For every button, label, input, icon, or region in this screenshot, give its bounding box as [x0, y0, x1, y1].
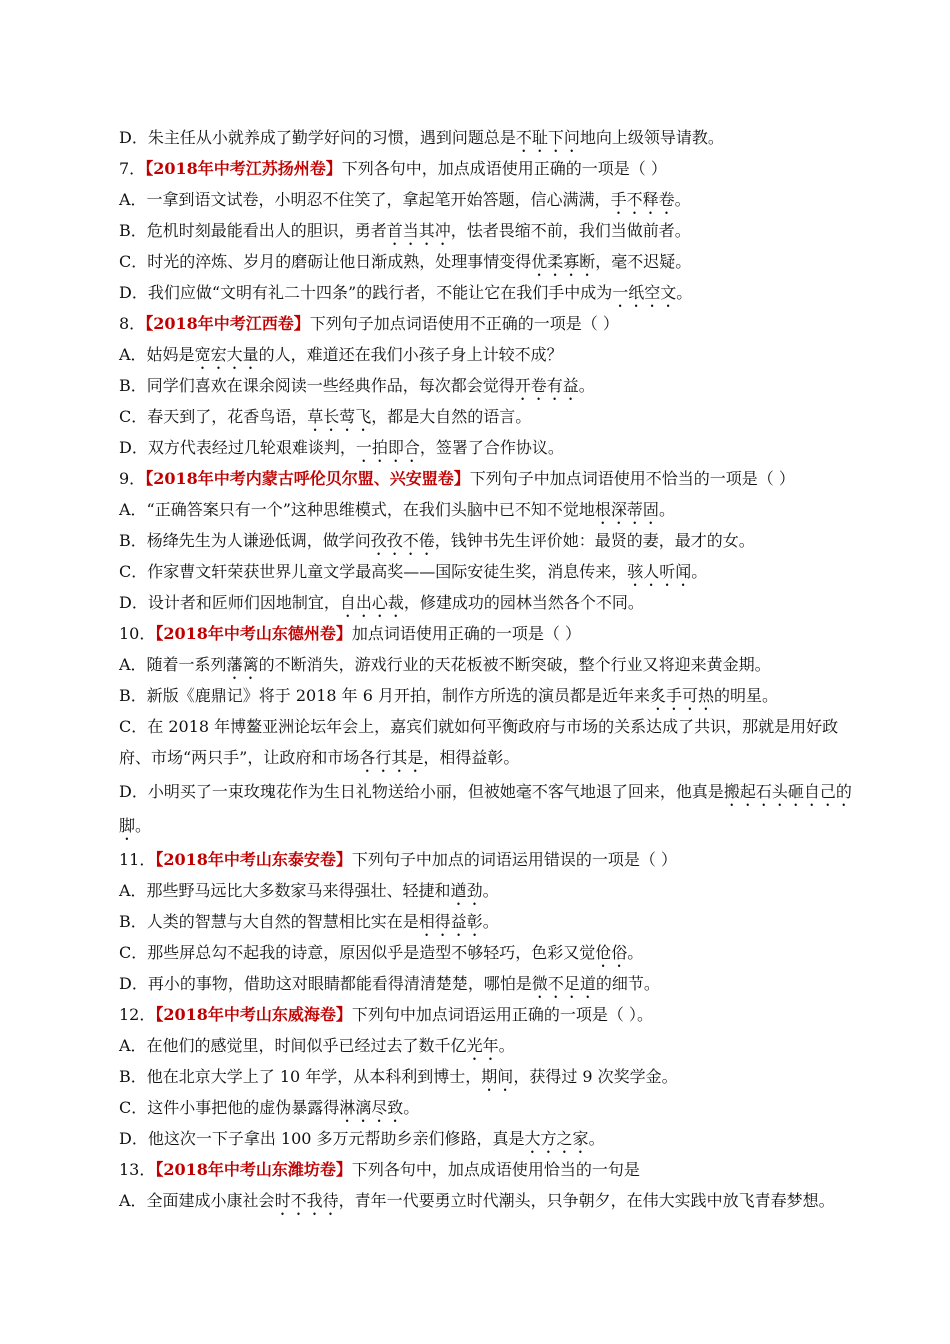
dotted-phrase: 伧俗: [595, 943, 628, 962]
text-segment: D．双方代表经过几轮艰难谈判，: [119, 438, 356, 457]
text-segment: D．再小的事物，借助这对眼睛都能看得清清楚楚，哪怕是: [119, 974, 532, 993]
text-segment: B．同学们喜欢在课余阅读一些经典作品，每次都会觉得: [119, 376, 515, 395]
text-line: [88, 875, 870, 906]
text-line: [88, 370, 870, 401]
text-segment: A．在他们的感觉里，时间似乎已经过去了数千亿: [119, 1036, 467, 1055]
text-segment: B．新版《鹿鼎记》将于 2018 年 6 月开拍，制作方所选的演员都是近年来: [119, 686, 651, 705]
source-label: 【2018年中考内蒙古呼伦贝尔盟、兴安盟卷】: [145, 469, 470, 488]
dotted-phrase: 各行其是: [359, 748, 424, 767]
text-segment: ，相得益彰。: [423, 748, 520, 767]
text-segment: 。: [588, 1129, 605, 1148]
text-line: [88, 680, 870, 711]
text-segment: 。: [578, 376, 595, 395]
text-segment: B．他在北京大学上了 10 年学，从本科利到博士，: [119, 1067, 482, 1086]
text-segment: A．那些野马远比大多数家马来得强壮、轻捷和: [119, 881, 451, 900]
dotted-phrase: 根深蒂固: [594, 500, 659, 519]
text-segment: 地向上级领导请教。: [579, 128, 724, 147]
text-segment: B．杨绛先生为人谦逊低调，做学问: [119, 531, 371, 550]
text-line: [88, 494, 870, 525]
source-label: 【2018年中考江西卷】: [145, 314, 310, 333]
text-line: [88, 339, 870, 370]
text-segment: 。: [135, 816, 152, 835]
text-segment: 下列句子加点词语使用不正确的一项是（ ）: [309, 314, 619, 333]
dotted-phrase: 时不我待: [274, 1191, 339, 1210]
text-segment: 。: [691, 562, 708, 581]
text-segment: 12．: [119, 1005, 156, 1024]
text-segment: ，青年一代要勇立时代潮头，只争朝夕，在伟大实践中放飞青春梦想。: [338, 1191, 835, 1210]
text-segment: ，修建成功的园林当然各个不同。: [403, 593, 644, 612]
text-segment: D．朱主任从小就养成了勤学好问的习惯，遇到问题总是: [119, 128, 516, 147]
text-segment: 。: [482, 912, 499, 931]
text-line: [88, 618, 870, 649]
text-line: [88, 1030, 870, 1061]
source-label: 【2018年中考山东威海卷】: [155, 1005, 352, 1024]
dotted-phrase: 首当其冲: [386, 221, 451, 240]
dotted-phrase: 优柔寡断: [531, 252, 596, 271]
text-line: [88, 246, 870, 277]
dotted-phrase: 孜孜不倦: [370, 531, 435, 550]
text-segment: ，获得过 9 次奖学金。: [513, 1067, 678, 1086]
dotted-phrase: 炙手可热: [650, 686, 715, 705]
text-line: [88, 587, 870, 618]
text-segment: 的明星。: [714, 686, 779, 705]
text-line: [88, 844, 870, 875]
dotted-phrase: 开卷有益: [514, 376, 579, 395]
dotted-phrase: 一拍即合: [355, 438, 420, 457]
text-segment: 下列各句中，加点成语使用恰当的一句是: [351, 1160, 640, 1179]
text-segment: ，钱钟书先生评价她：最贤的妻，最才的女。: [434, 531, 755, 550]
text-line: [88, 525, 870, 556]
text-segment: 8．: [119, 314, 146, 333]
text-segment: C．这件小事把他的虚伪暴露得: [119, 1098, 340, 1117]
dotted-phrase: 搬起石头砸自己的脚: [119, 782, 852, 835]
text-line: [88, 401, 870, 432]
text-line: [88, 776, 870, 844]
text-segment: A．一拿到语文试卷，小明忍不住笑了，拿起笔开始答题，信心满满，: [119, 190, 611, 209]
dotted-phrase: 相得益彰: [418, 912, 483, 931]
text-line: [88, 556, 870, 587]
text-segment: 下列句中加点词语运用正确的一项是（ ）。: [351, 1005, 654, 1024]
text-segment: 。: [627, 943, 644, 962]
dotted-phrase: 大方之家: [524, 1129, 589, 1148]
text-line: [88, 1185, 870, 1216]
dotted-phrase: 淋漓尽致: [339, 1098, 404, 1117]
text-line: [88, 1123, 870, 1154]
text-segment: B．危机时刻最能看出人的胆识，勇者: [119, 221, 387, 240]
dotted-phrase: 光年: [466, 1036, 499, 1055]
text-line: [88, 968, 870, 999]
text-segment: C．作家曹文轩荣获世界儿童文学最高奖——国际安徒生奖，消息传来，: [119, 562, 628, 581]
text-line: [88, 153, 870, 184]
text-segment: 。: [658, 500, 675, 519]
dotted-phrase: 微不足道: [531, 974, 596, 993]
source-label: 【2018年中考山东泰安卷】: [155, 850, 352, 869]
text-segment: A．全面建成小康社会: [119, 1191, 275, 1210]
text-segment: 下列各句中，加点成语使用正确的一项是（ ）: [341, 159, 667, 178]
text-segment: 7．: [119, 159, 146, 178]
text-line: [88, 711, 870, 776]
text-segment: D．设计者和匠师们因地制宜，: [119, 593, 340, 612]
text-segment: D．他这次一下子拿出 100 多万元帮助乡亲们修路，真是: [119, 1129, 525, 1148]
text-segment: 。: [498, 1036, 515, 1055]
text-line: [88, 906, 870, 937]
dotted-phrase: 藩篱: [226, 655, 259, 674]
text-line: [88, 308, 870, 339]
text-segment: 。: [482, 881, 499, 900]
text-line: [88, 1092, 870, 1123]
text-segment: 。: [403, 1098, 420, 1117]
text-segment: 11．: [119, 850, 156, 869]
dotted-phrase: 草长莺飞: [307, 407, 372, 426]
text-segment: A．“正确答案只有一个”这种思维模式，在我们头脑中已不知不觉地: [119, 500, 595, 519]
text-line: [88, 215, 870, 246]
text-segment: C．时光的淬炼、岁月的磨砺让他日渐成熟，处理事情变得: [119, 252, 532, 271]
text-segment: B．人类的智慧与大自然的智慧相比实在是: [119, 912, 419, 931]
dotted-phrase: 手不释卷: [610, 190, 675, 209]
text-segment: D．小明买了一束玫瑰花作为生日礼物送给小丽，但被她毫不客气地退了回来，他真是: [119, 782, 724, 801]
text-segment: 13．: [119, 1160, 156, 1179]
dotted-phrase: 一纸空文: [612, 283, 677, 302]
text-segment: C．那些屏总勾不起我的诗意，原因似乎是造型不够轻巧，色彩又觉: [119, 943, 596, 962]
dotted-phrase: 骇人听闻: [627, 562, 692, 581]
dotted-phrase: 不耻下问: [515, 128, 580, 147]
source-label: 【2018年中考山东潍坊卷】: [155, 1160, 352, 1179]
text-segment: ，怯者畏缩不前，我们当做前者。: [450, 221, 691, 240]
text-segment: ，毫不迟疑。: [595, 252, 692, 271]
text-line: [88, 649, 870, 680]
text-segment: ，签署了合作协议。: [419, 438, 564, 457]
text-line: [88, 432, 870, 463]
text-line: [88, 937, 870, 968]
source-label: 【2018年中考山东德州卷】: [155, 624, 352, 643]
text-segment: 下列句子中加点的词语运用错误的一项是（ ）: [351, 850, 678, 869]
dotted-phrase: 自出心裁: [339, 593, 404, 612]
text-line: [88, 184, 870, 215]
text-segment: D．我们应做“文明有礼二十四条”的践行者，不能让它在我们手中成为: [119, 283, 613, 302]
text-segment: 10．: [119, 624, 156, 643]
text-segment: C．在 2018 年博鳌亚洲论坛年会上，嘉宾们就如何平衡政府与市场的关系达成了共识，那就是用好政府、市场“两只手”，让政府和市场: [119, 717, 839, 767]
text-segment: ，都是大自然的语言。: [371, 407, 532, 426]
text-line: [88, 277, 870, 308]
text-line: [88, 1061, 870, 1092]
text-segment: 下列句子中加点词语使用不恰当的一项是（ ）: [469, 469, 795, 488]
text-segment: 的不断消失，游戏行业的天花板被不断突破，整个行业又将迎来黄金期。: [258, 655, 771, 674]
text-segment: 。: [674, 190, 691, 209]
dotted-phrase: 期间: [481, 1067, 514, 1086]
text-line: [88, 999, 870, 1030]
text-segment: 。: [676, 283, 693, 302]
text-segment: C．春天到了，花香鸟语，: [119, 407, 308, 426]
text-segment: 9．: [119, 469, 146, 488]
text-line: [88, 122, 870, 153]
text-segment: A．随着一系列: [119, 655, 227, 674]
text-segment: A．姑妈是: [119, 345, 195, 364]
dotted-phrase: 遒劲: [450, 881, 483, 900]
dotted-phrase: 宽宏大量: [194, 345, 259, 364]
text-segment: 的细节。: [595, 974, 660, 993]
text-line: [88, 463, 870, 494]
text-line: [88, 1154, 870, 1185]
text-segment: 加点词语使用正确的一项是（ ）: [351, 624, 582, 643]
text-segment: 的人，难道还在我们小孩子身上计较不成？: [258, 345, 563, 364]
question-list: [88, 122, 870, 1216]
source-label: 【2018年中考江苏扬州卷】: [145, 159, 342, 178]
